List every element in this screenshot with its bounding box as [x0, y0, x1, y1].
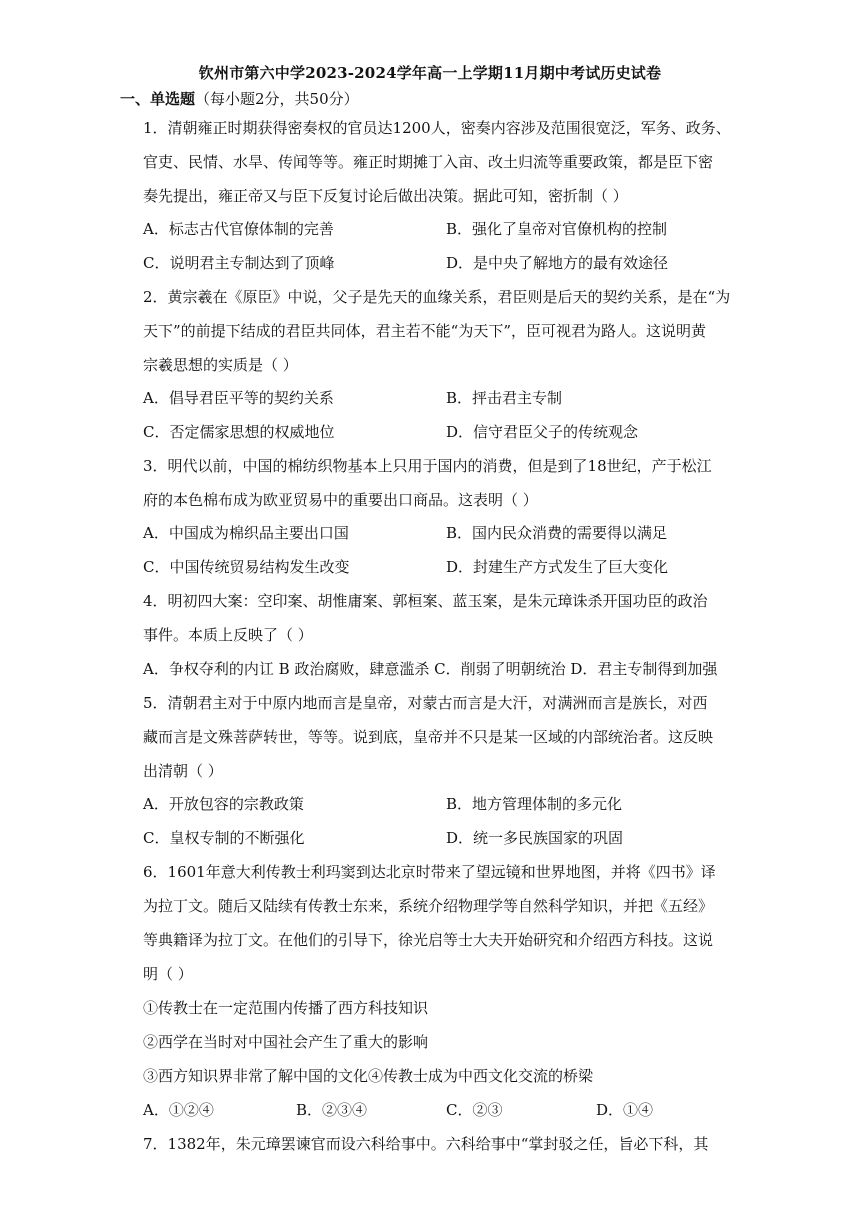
question-6-line-1: 6．1601年意大利传教士利玛窦到达北京时带来了望远镜和世界地图，并将《四书》译 — [143, 863, 716, 881]
question-7-line-1: 7．1382年，朱元璋罢谏官而设六科给事中。六科给事中“掌封驳之任，旨必下科，其 — [143, 1135, 709, 1153]
question-5-option-c: C．皇权专制的不断强化 — [143, 829, 305, 847]
question-6-statement-3-4: ③西方知识界非常了解中国的文化④传教士成为中西文化交流的桥梁 — [143, 1067, 594, 1085]
section-heading-label: 一、单选题 — [120, 90, 196, 108]
question-1-option-b: B．强化了皇帝对官僚机构的控制 — [446, 220, 668, 238]
question-2-line-3: 宗羲思想的实质是（ ） — [143, 356, 298, 374]
question-3-option-c: C．中国传统贸易结构发生改变 — [143, 558, 350, 576]
exam-title: 钦州市第六中学2023-2024学年高一上学期11月期中考试历史试卷 — [198, 64, 662, 82]
question-5-line-2: 藏而言是文殊菩萨转世，等等。说到底，皇帝并不只是某一区域的内部统治者。这反映 — [143, 728, 714, 746]
question-1-option-a: A．标志古代官僚体制的完善 — [143, 220, 334, 238]
question-3-option-d: D．封建生产方式发生了巨大变化 — [446, 558, 669, 576]
question-5-option-d: D．统一多民族国家的巩固 — [446, 829, 624, 847]
question-1-line-1: 1．清朝雍正时期获得密奏权的官员达1200人，密奏内容涉及范围很宽泛，军务、政务、 — [143, 119, 731, 137]
question-1-line-3: 奏先提出，雍正帝又与臣下反复讨论后做出决策。据此可知，密折制（ ） — [143, 187, 628, 205]
question-5-line-3: 出清朝（ ） — [143, 762, 223, 780]
question-1-option-d: D．是中央了解地方的最有效途径 — [446, 254, 669, 272]
question-2-line-1: 2．黄宗羲在《原臣》中说，父子是先天的血缘关系，君臣则是后天的契约关系，是在“为 — [143, 288, 731, 306]
question-3-line-1: 3．明代以前，中国的棉纺织物基本上只用于国内的消费，但是到了18世纪，产于松江 — [143, 457, 712, 475]
question-6-statement-2: ②西学在当时对中国社会产生了重大的影响 — [143, 1033, 429, 1051]
question-6-option-b: B．②③④ — [296, 1101, 368, 1119]
question-6-option-c: C．②③ — [446, 1101, 503, 1119]
question-5-option-b: B．地方管理体制的多元化 — [446, 795, 623, 813]
question-5-option-a: A．开放包容的宗教政策 — [143, 795, 304, 813]
question-1-line-2: 官吏、民情、水旱、传闻等等。雍正时期摊丁入亩、改土归流等重要政策，都是臣下密 — [143, 153, 714, 171]
question-4-line-1: 4．明初四大案：空印案、胡惟庸案、郭桓案、蓝玉案，是朱元璋诛杀开国功臣的政治 — [143, 592, 708, 610]
question-1-option-c: C．说明君主专制达到了顶峰 — [143, 254, 335, 272]
question-4-options-line: A．争权夺利的内讧 B 政治腐败，肆意滥杀 C．削弱了明朝统治 D．君主专制得到加强 — [143, 660, 718, 678]
question-2-option-c: C．否定儒家思想的权威地位 — [143, 423, 335, 441]
question-5-line-1: 5．清朝君主对于中原内地而言是皇帝，对蒙古而言是大汗，对满洲而言是族长，对西 — [143, 694, 708, 712]
question-2-option-d: D．信守君臣父子的传统观念 — [446, 423, 639, 441]
question-6-statement-1: ①传教士在一定范围内传播了西方科技知识 — [143, 999, 429, 1017]
question-6-line-2: 为拉丁文。随后又陆续有传教士东来，系统介绍物理学等自然科学知识，并把《五经》 — [143, 897, 714, 915]
question-2-option-b: B．抨击君主专制 — [446, 389, 563, 407]
question-6-line-3: 等典籍译为拉丁文。在他们的引导下，徐光启等士大夫开始研究和介绍西方科技。这说 — [143, 931, 714, 949]
question-3-option-b: B．国内民众消费的需要得以满足 — [446, 524, 668, 542]
question-6-line-4: 明（ ） — [143, 965, 193, 983]
question-6-option-d: D．①④ — [596, 1101, 654, 1119]
section-note: （每小题2分，共50分） — [195, 90, 359, 108]
question-3-line-2: 府的本色棉布成为欧亚贸易中的重要出口商品。这表明（ ） — [143, 491, 538, 509]
question-4-line-2: 事件。本质上反映了（ ） — [143, 626, 313, 644]
section-heading — [120, 88, 359, 109]
question-2-line-2: 天下”的前提下结成的君臣共同体，君主若不能“为天下”，臣可视君为路人。这说明黄 — [143, 322, 707, 340]
question-6-option-a: A．①②④ — [143, 1101, 214, 1119]
question-2-option-a: A．倡导君臣平等的契约关系 — [143, 389, 334, 407]
question-3-option-a: A．中国成为棉织品主要出口国 — [143, 524, 349, 542]
